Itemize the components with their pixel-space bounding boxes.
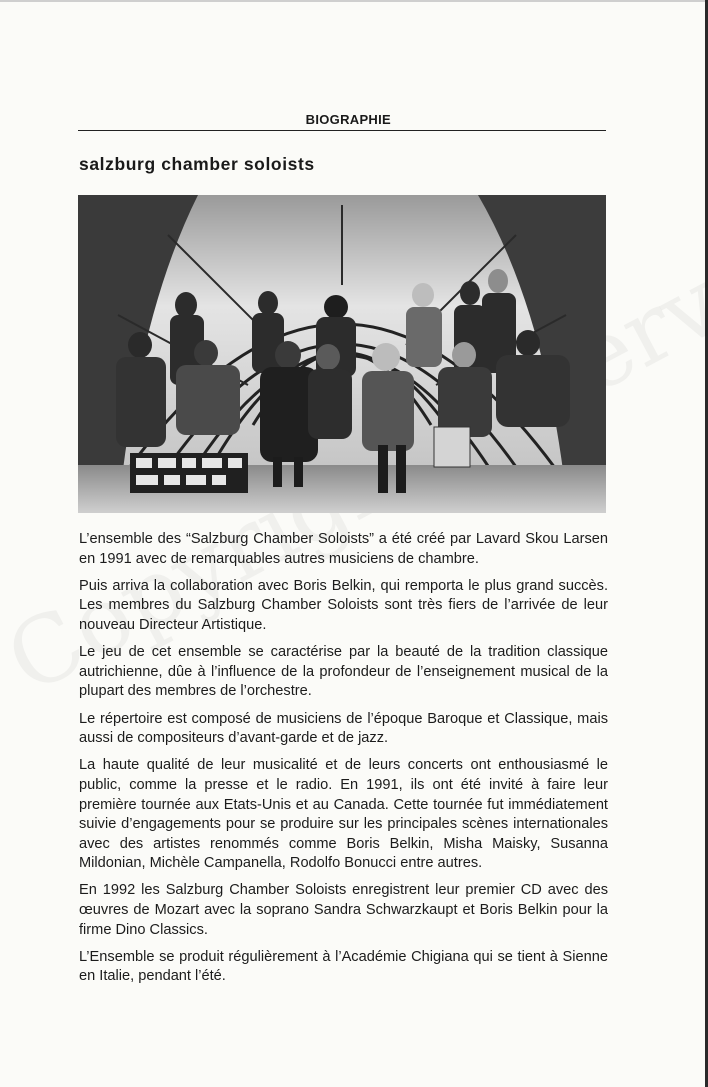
- biography-text: [79, 530, 608, 995]
- page-top-edge: [0, 0, 708, 2]
- paragraph: Le jeu de cet ensemble se caractérise par la beauté de la tradition classique autrichienne, dûe à l’influence de la profondeur de l’enseignement musical de la plupart des membres de l’orchestre.: [79, 644, 608, 700]
- section-header: [78, 110, 606, 131]
- group-photo: [78, 195, 606, 513]
- section-label: BIOGRAPHIE: [305, 112, 391, 127]
- paragraph: En 1992 les Salzburg Chamber Soloists enregistrent leur premier CD avec des œuvres de Mozart avec la soprano Sandra Schwarzkaupt et Boris Belkin pour la firme Dino Classics.: [79, 882, 608, 938]
- page-title: salzburg chamber soloists: [79, 154, 315, 174]
- paragraph: La haute qualité de leur musicalité et de leurs concerts ont enthousiasmé le public, comme la presse et le radio. En 1991, ils ont été invité à faire leur première tournée aux Etats-Unis et au Canada. Cette tournée fut immédiatement suivie d’engagements pour se produire sur les principales scènes internationales avec des artistes renommés comme Boris Belkin, Misha Maisky, Susanna Mildonian, Michèle Campanella, Rodolfo Bonucci entre autres.: [79, 757, 608, 872]
- paragraph: Puis arriva la collaboration avec Boris Belkin, qui remporta le plus grand succès. Les membres du Salzburg Chamber Soloists sont très fiers de l’arrivée de leur nouveau Directeur Artistique.: [79, 577, 608, 633]
- group-photo-image: [78, 195, 606, 513]
- paragraph: L’ensemble des “Salzburg Chamber Soloists” a été créé par Lavard Skou Larsen en 1991 avec de remarquables autres musiciens de chambre.: [79, 531, 608, 567]
- paragraph: Le répertoire est composé de musiciens de l’époque Baroque et Classique, mais aussi de compositeurs d’avant-garde et de jazz.: [79, 710, 608, 747]
- paragraph: L’Ensemble se produit régulièrement à l’Académie Chigiana qui se tient à Sienne en Italie, pendant l’été.: [79, 948, 608, 985]
